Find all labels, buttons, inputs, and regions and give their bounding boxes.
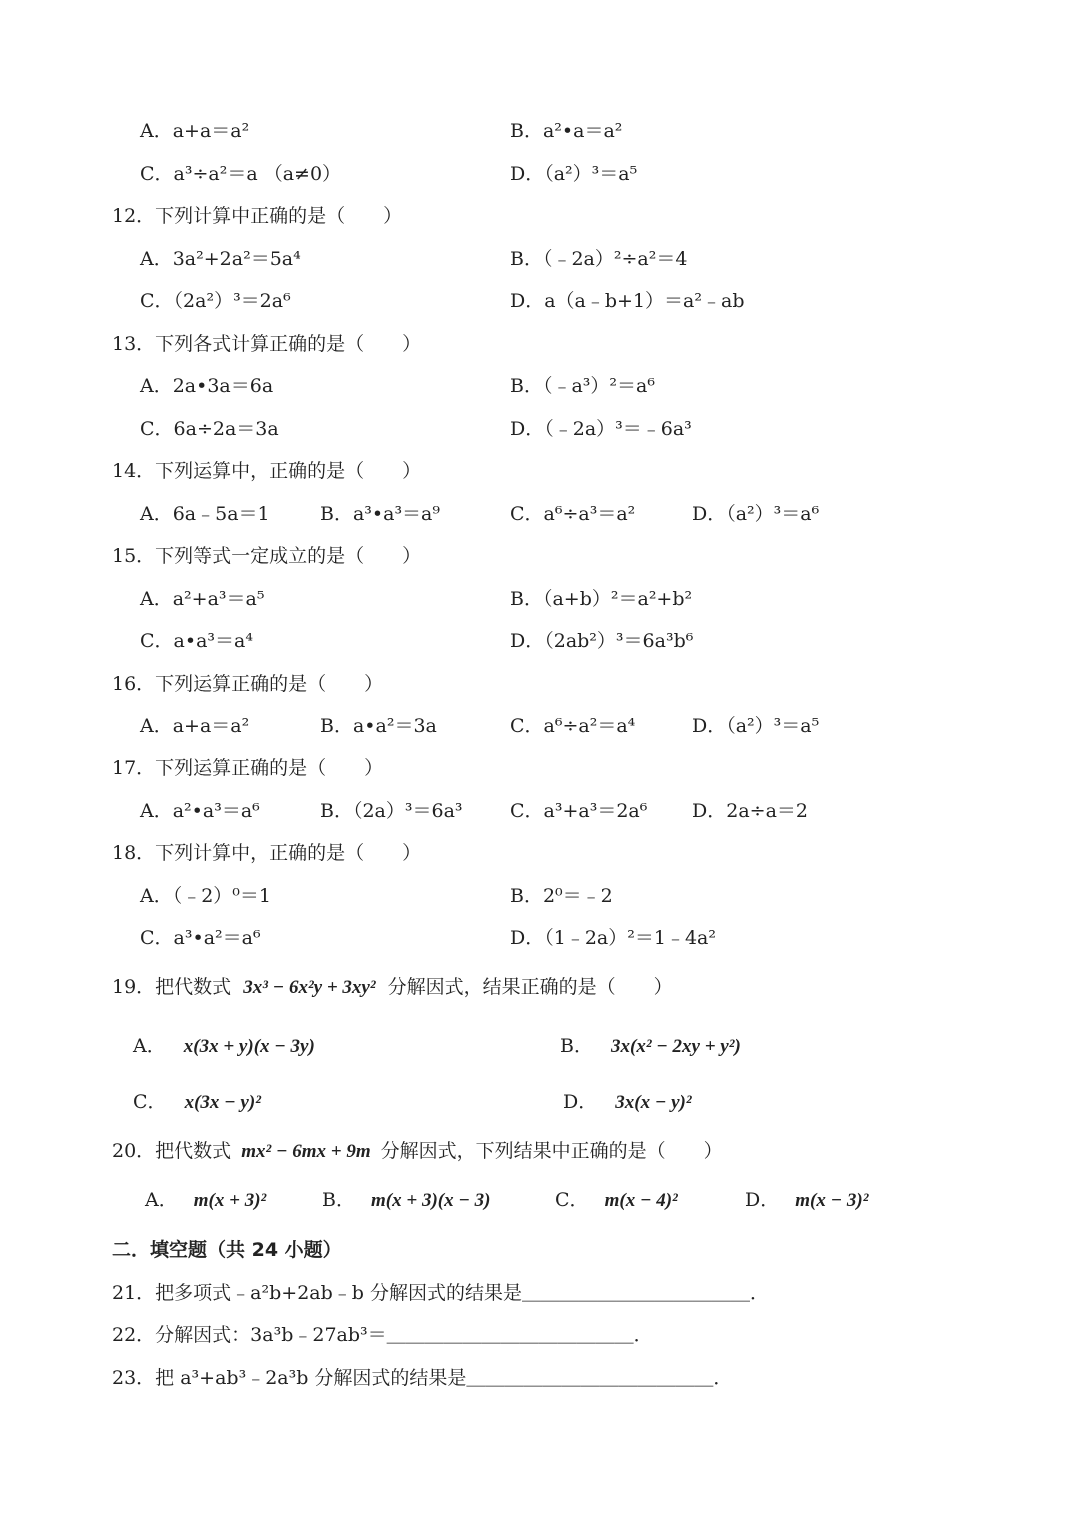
q16-option-c: C．a⁶÷a²＝a⁴ — [510, 715, 636, 737]
q17-option-d: D．2a÷a＝2 — [692, 800, 808, 822]
q20-stem-prefix: 20．把代数式 — [112, 1140, 232, 1162]
q19-option-c — [133, 1089, 261, 1116]
q20-option-c — [555, 1187, 678, 1214]
q13-option-c: C．6a÷2a＝3a — [140, 418, 279, 440]
q19-option-a — [133, 1033, 315, 1060]
q20-option-b-label: B． — [322, 1189, 355, 1211]
q23-text: 23．把 a³+ab³﹣2a³b 分解因式的结果是＿＿＿＿＿＿＿＿＿＿＿＿＿． — [112, 1367, 733, 1389]
q20-option-d-expr: m(x − 3)² — [795, 1190, 869, 1211]
q11-option-a: A．a+a＝a² — [140, 120, 250, 142]
q21-text: 21．把多项式﹣a²b+2ab﹣b 分解因式的结果是＿＿＿＿＿＿＿＿＿＿＿＿． — [112, 1282, 769, 1304]
q16-option-b: B．a•a²＝3a — [320, 715, 437, 737]
q20-option-b — [322, 1187, 490, 1214]
q12-option-d: D．a（a﹣b+1）＝a²﹣ab — [510, 290, 745, 312]
q14-stem: 14．下列运算中，正确的是（ ） — [112, 460, 422, 482]
q14-option-b: B．a³•a³＝a⁹ — [320, 503, 441, 525]
q20-option-b-expr: m(x + 3)(x − 3) — [371, 1190, 491, 1211]
q19-option-c-label: C． — [133, 1091, 167, 1113]
q14-option-c: C．a⁶÷a³＝a² — [510, 503, 636, 525]
q20-option-a-label: A． — [145, 1189, 178, 1211]
q15-option-a: A．a²+a³＝a⁵ — [140, 588, 265, 610]
q14-option-d: D．（a²）³＝a⁶ — [692, 503, 820, 525]
q22-text: 22．分解因式：3a³b﹣27ab³＝＿＿＿＿＿＿＿＿＿＿＿＿＿． — [112, 1324, 653, 1346]
q19-option-a-expr: x(3x + y)(x − 3y) — [183, 1036, 315, 1057]
q15-option-c: C．a•a³＝a⁴ — [140, 630, 253, 652]
q17-stem: 17．下列运算正确的是（ ） — [112, 757, 384, 779]
q17-option-a: A．a²•a³＝a⁶ — [140, 800, 260, 822]
q17-option-c: C．a³+a³＝2a⁶ — [510, 800, 648, 822]
q20-option-c-expr: m(x − 4)² — [604, 1190, 678, 1211]
q20-option-c-label: C． — [555, 1189, 589, 1211]
q19-option-b-label: B． — [560, 1035, 593, 1057]
q19-option-b-expr: 3x(x² − 2xy + y²) — [611, 1036, 741, 1057]
q14-option-a: A．6a﹣5a＝1 — [140, 503, 270, 525]
q20-option-a-expr: m(x + 3)² — [193, 1190, 267, 1211]
q19-stem-suffix: 分解因式，结果正确的是（ ） — [387, 976, 673, 998]
q20-stem — [112, 1138, 723, 1165]
q20-option-a — [145, 1187, 266, 1214]
q15-option-b: B．（a+b）²＝a²+b² — [510, 588, 693, 610]
q18-option-b: B．2⁰＝﹣2 — [510, 885, 613, 907]
q19-stem — [112, 974, 673, 1001]
q13-option-b: B．（﹣a³）²＝a⁶ — [510, 375, 655, 397]
q19-option-a-label: A． — [133, 1035, 166, 1057]
q16-stem: 16．下列运算正确的是（ ） — [112, 673, 384, 695]
q18-option-c: C．a³•a²＝a⁶ — [140, 927, 261, 949]
q11-option-b: B．a²•a＝a² — [510, 120, 623, 142]
q19-stem-prefix: 19．把代数式 — [112, 976, 232, 998]
q12-option-c: C．（2a²）³＝2a⁶ — [140, 290, 291, 312]
q19-option-b — [560, 1033, 741, 1060]
q15-option-d: D．（2ab²）³＝6a³b⁶ — [510, 630, 694, 652]
q12-option-b: B．（﹣2a）²÷a²＝4 — [510, 248, 688, 270]
q18-option-a: A．（﹣2）⁰＝1 — [140, 885, 272, 907]
q12-option-a: A．3a²+2a²＝5a⁴ — [140, 248, 301, 270]
q12-stem: 12．下列计算中正确的是（ ） — [112, 205, 403, 227]
q13-stem: 13．下列各式计算正确的是（ ） — [112, 333, 422, 355]
q11-option-c: C．a³÷a²＝a （a≠0） — [140, 163, 342, 185]
q13-option-d: D．（﹣2a）³＝﹣6a³ — [510, 418, 692, 440]
q20-expression: mx² − 6mx + 9m — [241, 1141, 371, 1162]
q20-stem-suffix: 分解因式，下列结果中正确的是（ ） — [380, 1140, 723, 1162]
q18-option-d: D．（1﹣2a）²＝1﹣4a² — [510, 927, 716, 949]
q19-expression: 3x³ − 6x²y + 3xy² — [243, 977, 376, 998]
q13-option-a: A．2a•3a＝6a — [140, 375, 274, 397]
q20-option-d — [745, 1187, 868, 1214]
q11-option-d: D．（a²）³＝a⁵ — [510, 163, 638, 185]
q19-option-d-label: D． — [563, 1091, 598, 1113]
q19-option-d-expr: 3x(x − y)² — [615, 1092, 692, 1113]
q16-option-a: A．a+a＝a² — [140, 715, 250, 737]
q18-stem: 18．下列计算中，正确的是（ ） — [112, 842, 422, 864]
q19-option-d — [563, 1089, 692, 1116]
q20-option-d-label: D． — [745, 1189, 780, 1211]
q16-option-d: D．（a²）³＝a⁵ — [692, 715, 820, 737]
q17-option-b: B．（2a）³＝6a³ — [320, 800, 463, 822]
section-2-title: 二．填空题（共 24 小题） — [112, 1239, 342, 1261]
q15-stem: 15．下列等式一定成立的是（ ） — [112, 545, 422, 567]
q19-option-c-expr: x(3x − y)² — [184, 1092, 261, 1113]
